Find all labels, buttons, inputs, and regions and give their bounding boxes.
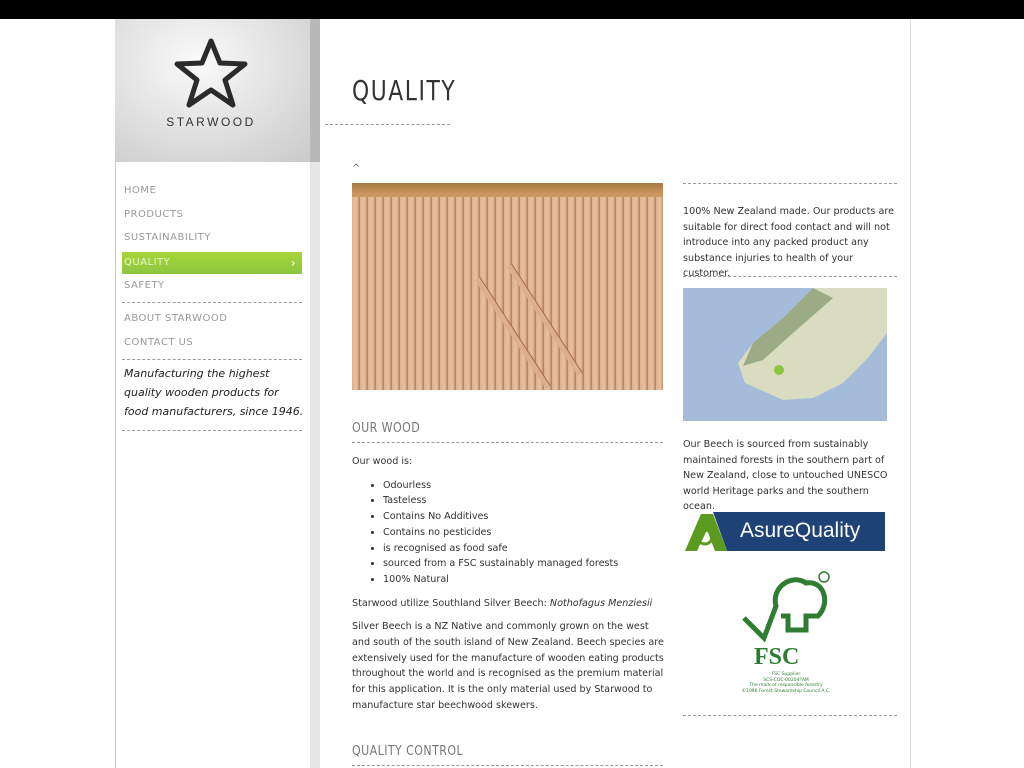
content-border: [910, 19, 911, 768]
star-icon: [173, 37, 249, 109]
list-item: • Odourless: [383, 478, 664, 494]
nav-safety[interactable]: SAFETY: [124, 279, 165, 291]
wood-properties-list: [352, 478, 664, 588]
list-item: • Tasteless: [383, 493, 664, 509]
nav-contact[interactable]: CONTACT US: [124, 336, 194, 348]
divider: [683, 276, 897, 277]
nav-products[interactable]: PRODUCTS: [124, 208, 184, 220]
fsc-text: FSC: [754, 644, 800, 670]
brand-name: STARWOOD: [166, 115, 256, 129]
nav-quality-label: QUALITY: [124, 256, 171, 268]
nav-home[interactable]: HOME: [124, 185, 157, 196]
utilize: Starwood utilize Southland Silver Beech:: [352, 597, 550, 609]
chevron-right-icon: ›: [290, 255, 296, 270]
divider: [352, 442, 663, 443]
species: Nothofagus Menziesii: [549, 597, 653, 609]
list-item: • Contains no pesticides: [383, 525, 664, 541]
divider: [683, 183, 897, 184]
utilize-text: [352, 596, 664, 612]
asurequality-logo: [685, 512, 885, 551]
nav-divider: [122, 359, 302, 360]
main-nav: [122, 181, 302, 366]
divider: [325, 124, 450, 125]
divider: [683, 715, 897, 716]
logo[interactable]: [115, 19, 320, 162]
map-graphic: [683, 288, 887, 421]
caret-up-icon[interactable]: ^: [352, 163, 361, 174]
intro: Our wood is:: [352, 456, 413, 467]
map-pin-icon: [774, 365, 784, 375]
fsc-line: ©1996 Forest Stewardship Council A.C.: [741, 688, 831, 694]
list-item: • Contains No Additives: [383, 509, 664, 525]
nav-sustainability[interactable]: SUSTAINABILITY: [124, 232, 212, 243]
fsc-tree-icon: [736, 568, 836, 648]
fsc-line: SCS-COC-00204?AM: [763, 677, 809, 683]
list-item: • is recognised as food safe: [383, 541, 664, 557]
skewers-photo: [352, 183, 663, 390]
our-wood-body: [352, 454, 664, 722]
fsc-small-text: [736, 672, 836, 694]
nz-made-text: 100% New Zealand made. Our products are suitable for direct food contact and will not introduce into any packed product any substance injuries to health of your customer.: [683, 206, 894, 279]
page-title: QUALITY: [352, 74, 457, 107]
beech-text: Our Beech is sourced from sustainably maintained forests in the southern part of New Zealand, close to untouched UNESCO world Heritage parks and the southern ocean.: [683, 439, 888, 512]
logo-strip: [310, 19, 320, 162]
fsc-line: The mark of responsible forestry: [749, 683, 823, 688]
asure-text: AsureQuality: [740, 519, 861, 542]
divider: [122, 430, 302, 431]
divider: [352, 765, 663, 766]
fsc-logo: [736, 568, 836, 700]
quality-control-heading: QUALITY CONTROL: [352, 744, 464, 759]
silver-beech-paragraph: Silver Beech is a NZ Native and commonly grown on the west and south of the south island of New Zealand. Beech species are extensively used for the manufacture of wooden eating products throughout the world and is recognised as the premium material for this application. It is the only material used by Starwood to manufacture star beechwood skewers.: [352, 621, 664, 711]
our-wood-heading: OUR WOOD: [352, 421, 421, 436]
nz-map[interactable]: [683, 288, 887, 421]
nav-about[interactable]: ABOUT STARWOOD: [124, 313, 228, 324]
tagline: Manufacturing the highest quality wooden products for food manufacturers, since 1946.: [124, 367, 304, 418]
list-item: • 100% Natural: [383, 572, 664, 588]
top-bar: [0, 0, 1024, 19]
photo-sticks: [352, 197, 663, 390]
nav-divider: [122, 302, 302, 303]
list-item: • sourced from a FSC sustainably managed forests: [383, 556, 664, 572]
nav-quality[interactable]: [122, 252, 302, 274]
fsc-line: FSC Supplier: [771, 672, 801, 677]
